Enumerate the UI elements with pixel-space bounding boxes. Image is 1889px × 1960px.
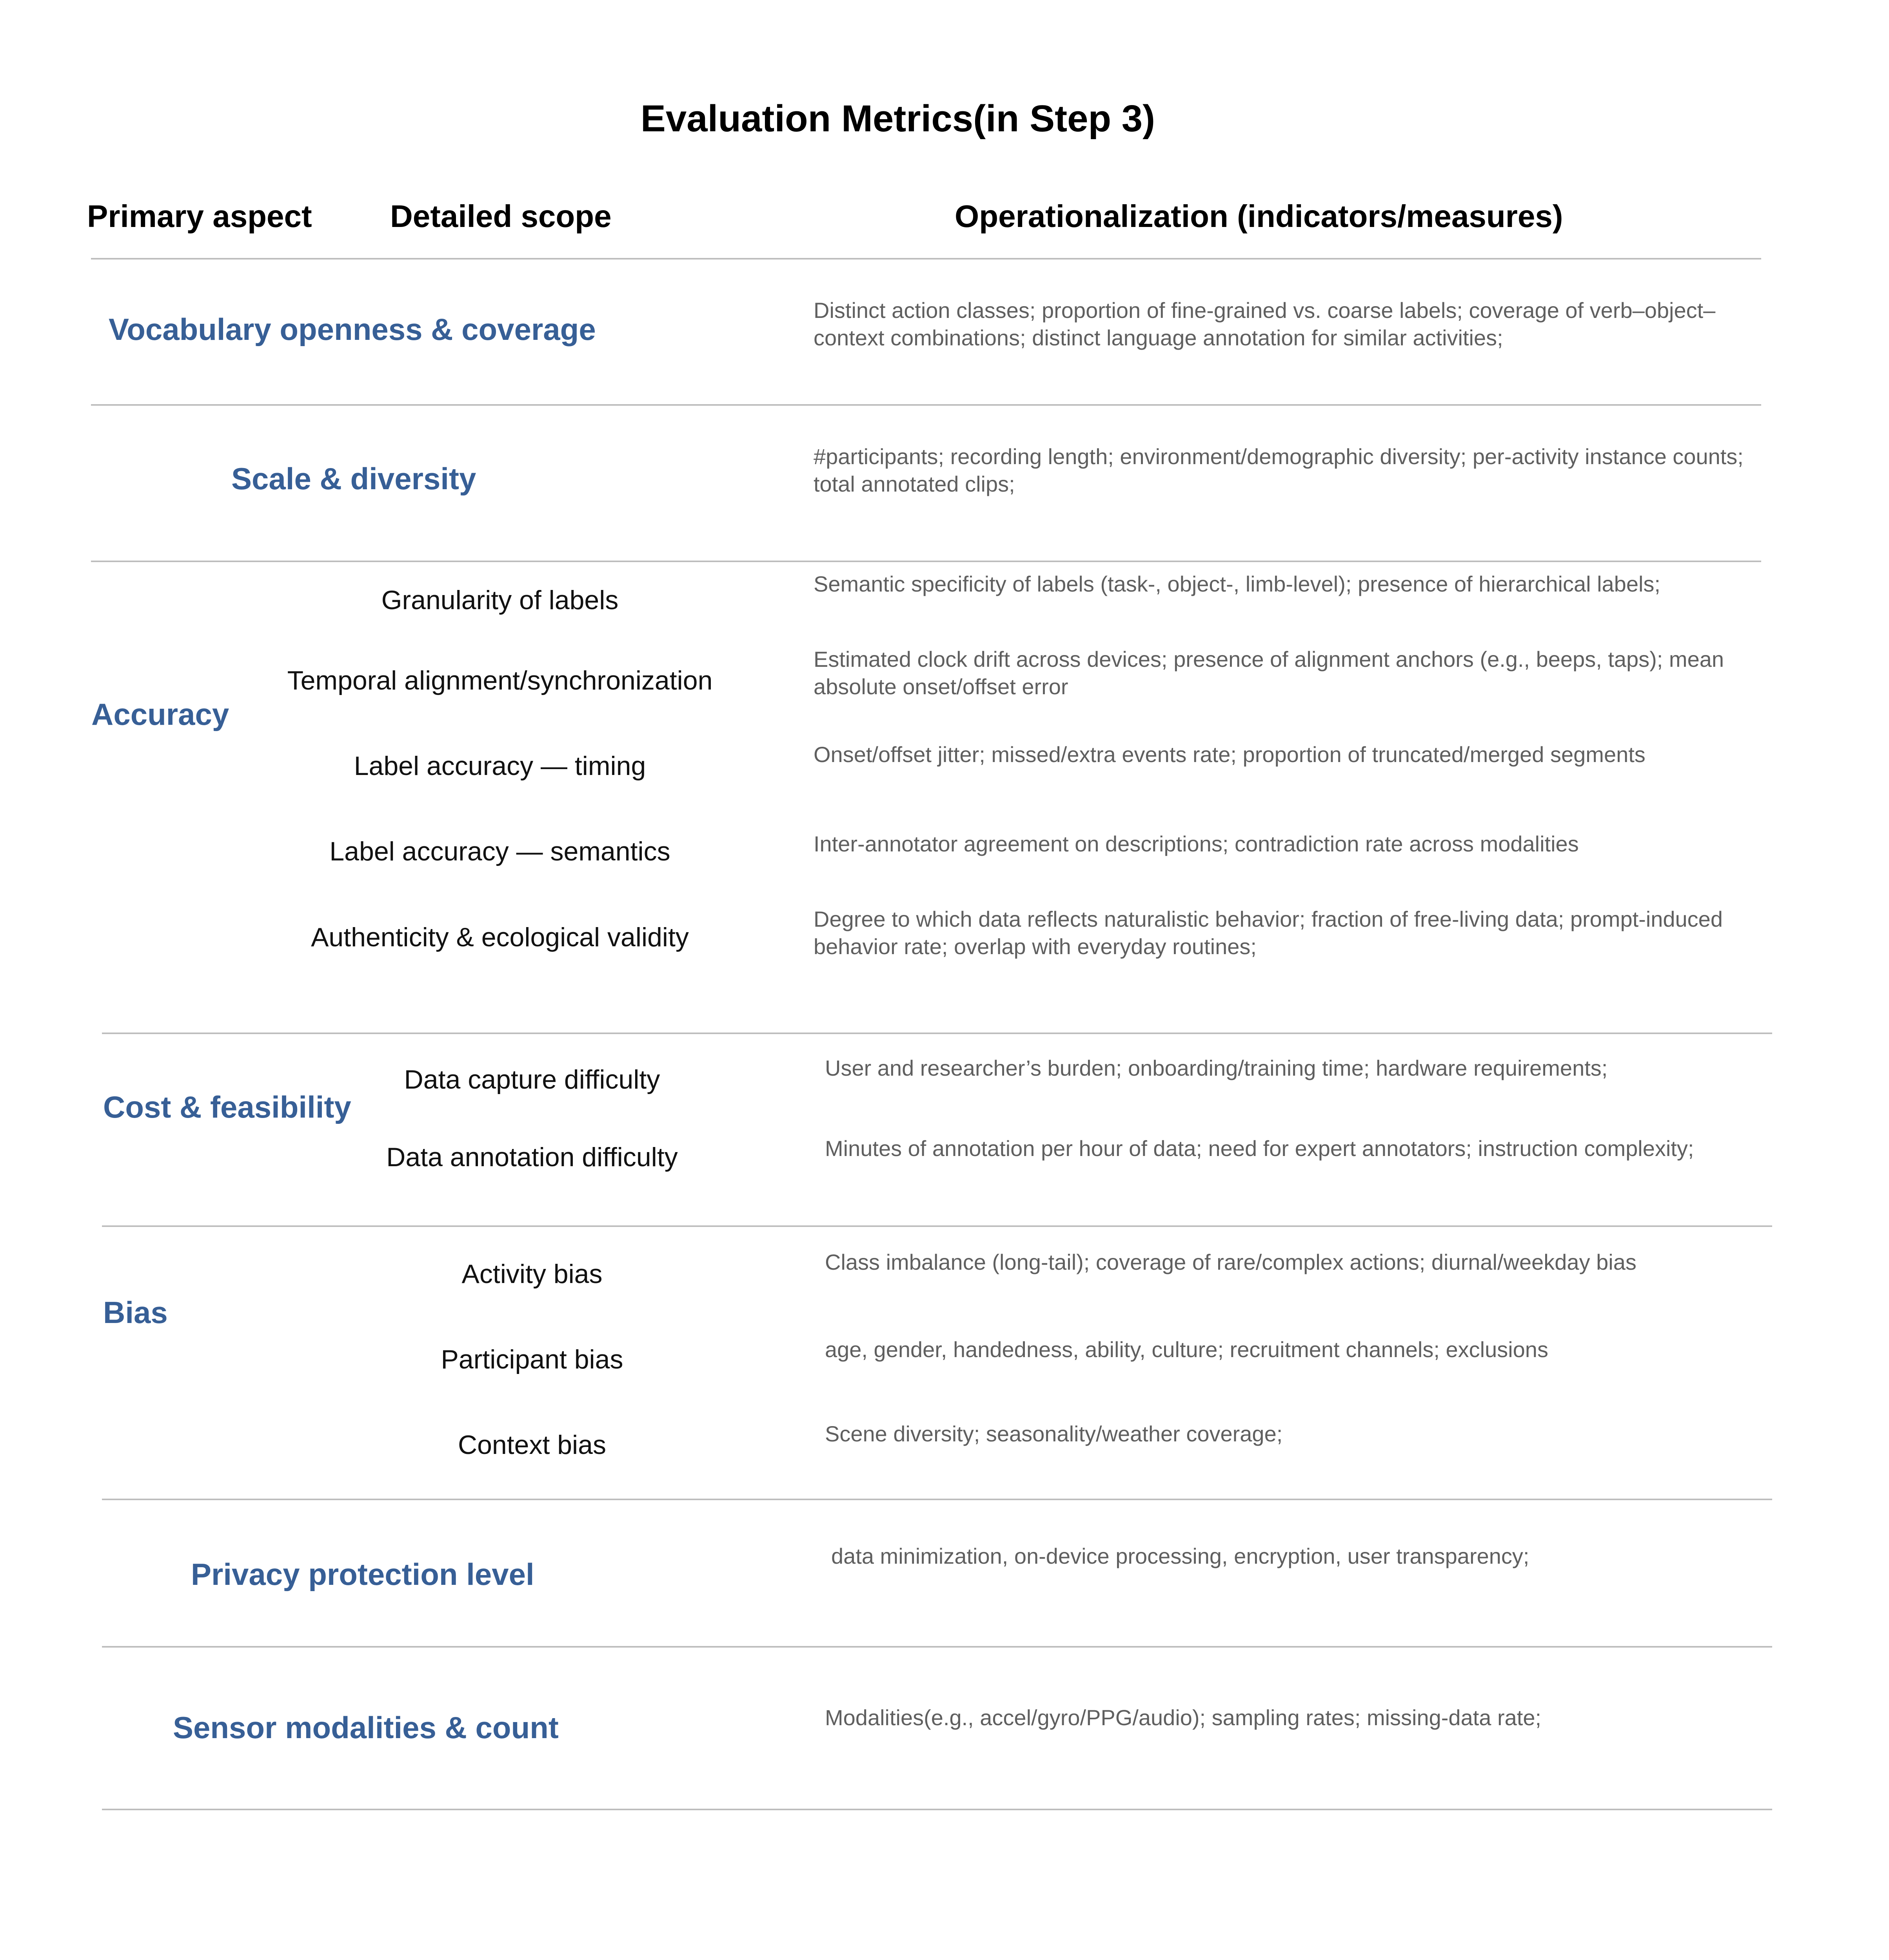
aspect-privacy: Privacy protection level — [191, 1557, 534, 1592]
scope-label-semantics: Label accuracy — semantics — [329, 837, 670, 866]
aspect-bias: Bias — [103, 1295, 168, 1330]
divider — [102, 1033, 1772, 1034]
divider — [102, 1809, 1772, 1810]
measure-temporal-alignment: Estimated clock drift across devices; presence of alignment anchors (e.g., beeps, taps); mean absolute onset/offset error — [814, 647, 1724, 699]
measure-data-capture: User and researcher’s burden; onboarding/training time; hardware requirements; — [825, 1056, 1608, 1080]
measure-authenticity: Degree to which data reflects naturalistic behavior; fraction of free-living data; prompt-induced behavior rate; overlap with everyday routines; — [814, 907, 1723, 959]
measure-scale-diversity: #participants; recording length; environment/demographic diversity; per-activity instance counts; total annotated clips; — [814, 444, 1744, 496]
measure-sensor-modalities: Modalities(e.g., accel/gyro/PPG/audio); sampling rates; missing-data rate; — [825, 1705, 1542, 1730]
measure-label-timing: Onset/offset jitter; missed/extra events rate; proportion of truncated/merged segments — [814, 742, 1646, 767]
divider — [102, 1225, 1772, 1227]
scope-granularity: Granularity of labels — [381, 585, 619, 615]
scope-participant-bias: Participant bias — [441, 1345, 623, 1374]
measure-vocabulary: Distinct action classes; proportion of fine-grained vs. coarse labels; coverage of verb–object–context combinations; distinct language annotation for similar activities; — [814, 298, 1716, 350]
header-operationalization: Operationalization (indicators/measures) — [955, 199, 1563, 234]
header-detailed-scope: Detailed scope — [390, 199, 612, 234]
divider — [91, 561, 1761, 562]
measure-data-annotation: Minutes of annotation per hour of data; need for expert annotators; instruction complexity; — [825, 1136, 1694, 1161]
scope-data-capture: Data capture difficulty — [404, 1065, 660, 1094]
divider — [91, 258, 1761, 260]
measure-privacy: data minimization, on-device processing, encryption, user transparency; — [831, 1544, 1529, 1568]
aspect-accuracy: Accuracy — [91, 697, 229, 731]
measure-context-bias: Scene diversity; seasonality/weather coverage; — [825, 1421, 1283, 1446]
divider — [102, 1499, 1772, 1500]
aspect-vocabulary: Vocabulary openness & coverage — [109, 312, 596, 347]
scope-activity-bias: Activity bias — [461, 1259, 603, 1289]
scope-label-timing: Label accuracy — timing — [354, 751, 646, 781]
scope-data-annotation: Data annotation difficulty — [386, 1142, 678, 1172]
scope-authenticity: Authenticity & ecological validity — [311, 922, 689, 952]
scope-context-bias: Context bias — [458, 1430, 606, 1460]
measure-participant-bias: age, gender, handedness, ability, culture; recruitment channels; exclusions — [825, 1337, 1548, 1362]
divider — [91, 404, 1761, 406]
header-primary-aspect: Primary aspect — [87, 199, 312, 234]
page-title: Evaluation Metrics(in Step 3) — [640, 98, 1155, 140]
aspect-sensor-modalities: Sensor modalities & count — [173, 1710, 559, 1745]
measure-activity-bias: Class imbalance (long-tail); coverage of rare/complex actions; diurnal/weekday bias — [825, 1250, 1637, 1274]
scope-temporal-alignment: Temporal alignment/synchronization — [287, 666, 713, 695]
measure-granularity: Semantic specificity of labels (task-, object-, limb-level); presence of hierarchical labels; — [814, 572, 1660, 596]
divider — [102, 1646, 1772, 1648]
aspect-scale-diversity: Scale & diversity — [231, 461, 476, 496]
aspect-cost-feasibility: Cost & feasibility — [103, 1090, 351, 1124]
measure-label-semantics: Inter-annotator agreement on descriptions; contradiction rate across modalities — [814, 831, 1579, 856]
